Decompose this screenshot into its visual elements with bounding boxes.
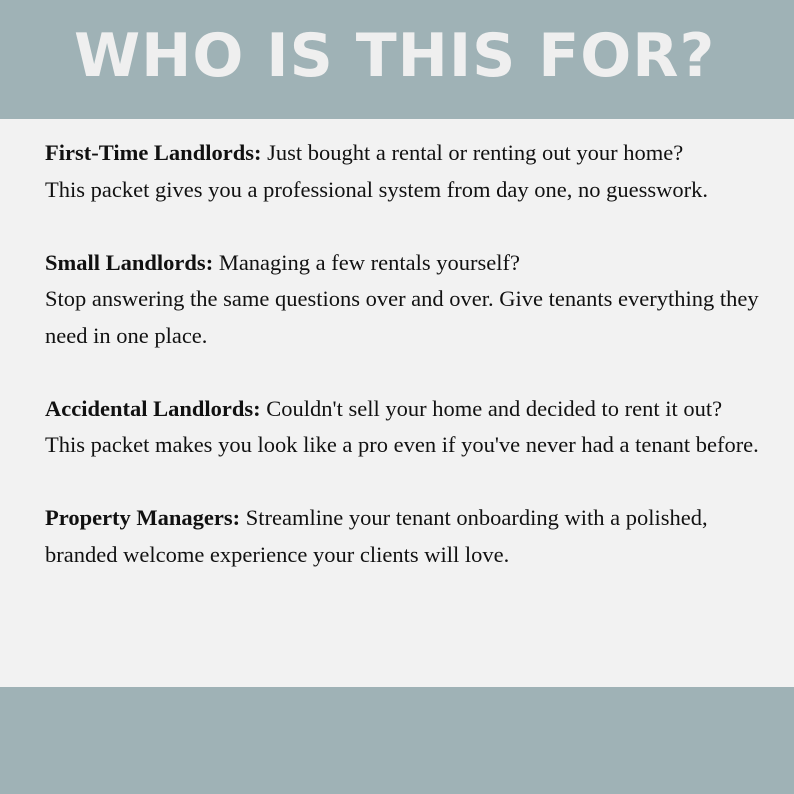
section-heading-separator: : bbox=[253, 140, 262, 165]
section-detail: Stop answering the same questions over and over. Give tenants everything they need in one place. bbox=[45, 286, 759, 348]
section-lead: Couldn't sell your home and decided to rent it out? This packet makes you look like a pro even if you've never had a tenant before. bbox=[45, 395, 759, 457]
page-title: WHO IS THIS FOR? bbox=[74, 21, 716, 91]
section-lead-line bbox=[45, 245, 760, 282]
section-heading bbox=[45, 140, 261, 165]
section-lead: Managing a few rentals yourself? bbox=[213, 249, 520, 275]
section-lead-line bbox=[45, 135, 760, 172]
section-lead: Streamline your tenant onboarding with a polished, branded welcome experience your clients will love. bbox=[45, 505, 708, 567]
section-property-managers bbox=[45, 500, 760, 573]
section-heading-separator: : bbox=[253, 395, 261, 421]
section-heading-label: Property Managers bbox=[45, 505, 233, 530]
section-heading bbox=[45, 396, 261, 421]
header-band bbox=[0, 0, 794, 119]
section-heading bbox=[45, 250, 213, 275]
section-accidental-landlords bbox=[45, 391, 760, 464]
section-small-landlords bbox=[45, 245, 760, 355]
section-first-time-landlords bbox=[45, 135, 760, 208]
section-heading bbox=[45, 505, 240, 530]
section-heading-label: Small Landlords bbox=[45, 249, 206, 275]
section-heading-separator: : bbox=[205, 249, 214, 275]
section-heading-separator: : bbox=[232, 505, 241, 530]
footer-band bbox=[0, 687, 794, 794]
section-detail: This packet gives you a professional system from day one, no guesswork. bbox=[45, 176, 708, 202]
section-lead-line bbox=[45, 391, 760, 464]
section-lead-line bbox=[45, 500, 760, 573]
section-heading-label: First-Time Landlords bbox=[45, 140, 254, 165]
section-lead: Just bought a rental or renting out your home? bbox=[261, 140, 684, 165]
audience-list bbox=[45, 135, 760, 573]
section-heading-label: Accidental Landlords bbox=[45, 395, 254, 421]
